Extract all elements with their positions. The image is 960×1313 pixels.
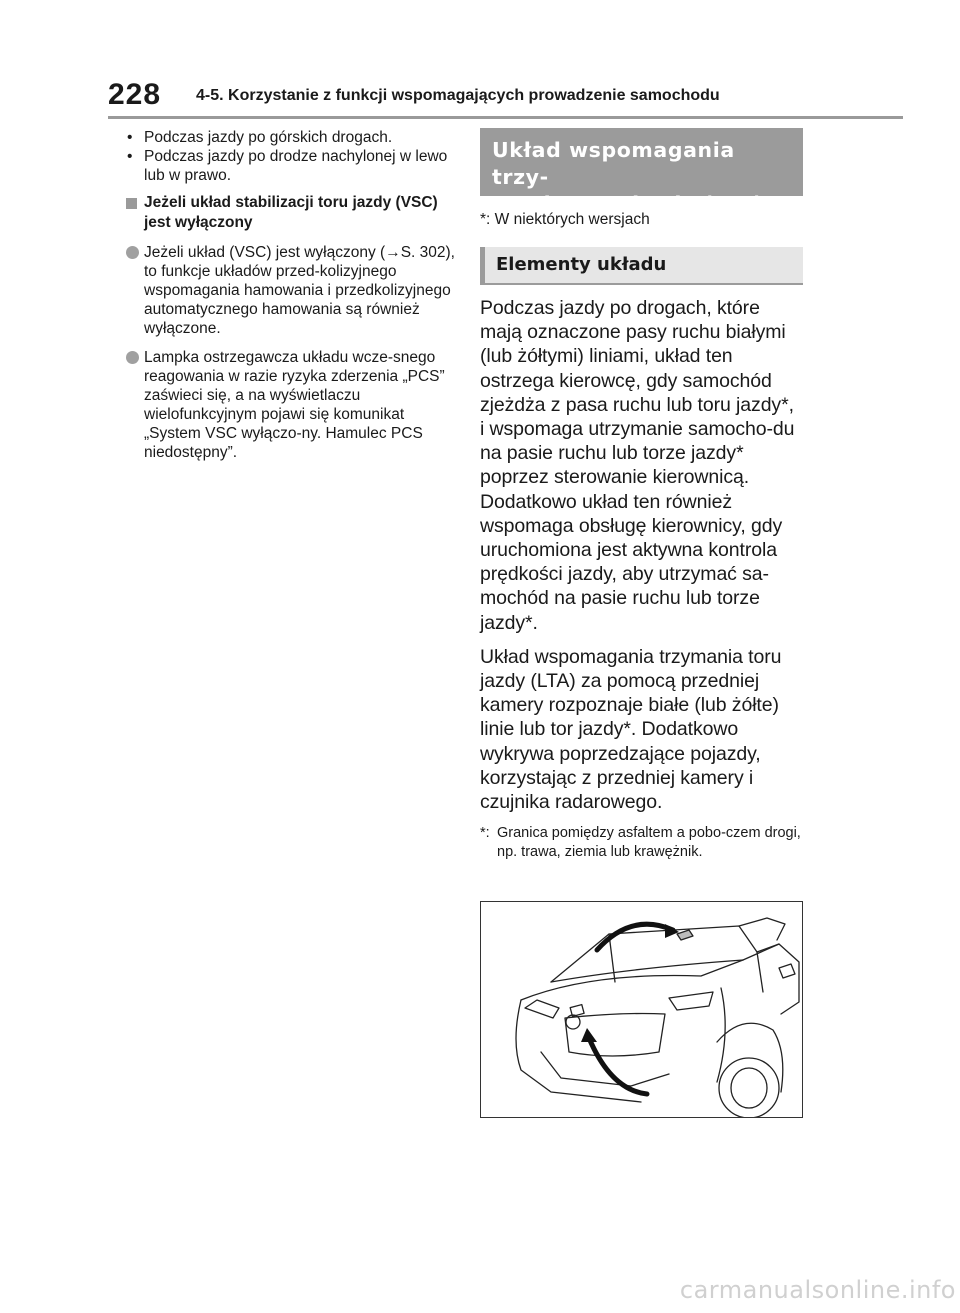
bullet-icon: • (127, 129, 133, 146)
subsection-underline (480, 283, 803, 285)
windshield-outline (551, 926, 757, 982)
section-title-box (480, 128, 803, 216)
subsection-title: Elementy układu (496, 254, 667, 275)
list-item (126, 128, 456, 147)
bullet-text: Podczas jazdy po górskich drogach. (144, 129, 393, 146)
square-icon (126, 198, 137, 209)
radar-sensor (570, 1005, 584, 1017)
list-item (126, 243, 456, 338)
section-heading (126, 193, 456, 233)
footnote (480, 824, 803, 862)
body-paragraph: Układ wspomagania trzymania toru jazdy (LTA) za pomocą przedniej kamery rozpoznaje białe (lub żółte) linie lub tor jazdy*. Dodatkowo wykrywa poprzedzające pojazdy, korzystając z przedniej kamery i czujnika radarowego. (480, 645, 782, 814)
list-item (126, 147, 456, 185)
front-camera (677, 930, 693, 940)
camera-arrow (597, 924, 673, 950)
footnote-mark: *: (480, 825, 490, 842)
headlight-right (669, 992, 713, 1010)
section-title: Układ wspomagania trzy- mania toru jazdy (LTA)* (492, 138, 775, 216)
body-paragraph: Podczas jazdy po drogach, które mają oznaczone pasy ruchu białymi (lub żółtymi) liniami, układ ten ostrzega kierowcę, gdy samochód zjeżdża z pasa ruchu lub toru jazdy*, i wspomaga utrzymanie samocho-du na pasie ruchu lub torze jazdy* poprzez sterowanie kierownicą. Dodatkowo układ ten również wspomaga obsługę kierownicy, gdy uruchomiona jest aktywna kontrola prędkości jazdy, aby utrzymać sa-mochód na pasie ruchu lub torze jazdy*. (480, 297, 795, 634)
radar-arrow (589, 1038, 647, 1094)
right-column (480, 128, 803, 862)
front-wheel (719, 1058, 779, 1118)
item-text: Lampka ostrzegawcza układu wcze-snego reagowania w razie ryzyka zderzenia „PCS” zaświeci się, a na wyświetlaczu wielofunkcyjnym pojawi się komunikat „System VSC wyłączo-ny. Hamulec PCS niedostępny”. (144, 349, 445, 461)
page-number: 228 (108, 78, 162, 111)
car-drawing (481, 902, 803, 1118)
bullet-text: Podczas jazdy po drodze nachylonej w lewo lub w prawo. (144, 148, 448, 184)
list-item (126, 348, 456, 462)
circle-bullet-icon (126, 351, 139, 364)
page-header (108, 78, 903, 118)
section-heading-text: Jeżeli układ stabilizacji toru jazdy (VSC) jest wyłączony (144, 194, 438, 231)
headlight-left (525, 1000, 559, 1018)
circle-bullet-icon (126, 246, 139, 259)
subsection-bar (480, 247, 485, 283)
subsection-heading (480, 247, 803, 283)
version-note: *: W niektórych wersjach (480, 211, 650, 228)
item-text: Jeżeli układ (VSC) jest wyłączony (→S. 302), to funkcje układów przed-kolizyjnego wspomagania hamowania i przedkolizyjnego automatycznego hamowania są również wyłączone. (144, 244, 455, 337)
car-illustration (480, 901, 803, 1118)
left-column (126, 128, 456, 462)
bullet-icon: • (127, 148, 133, 165)
chapter-title: 4-5. Korzystanie z funkcji wspomagających prowadzenie samochodu (196, 87, 720, 104)
header-rule (108, 116, 903, 119)
footnote-text: Granica pomiędzy asfaltem a pobo-czem drogi, np. trawa, ziemia lub krawężnik. (497, 825, 801, 861)
watermark: carmanualsonline.info (679, 1276, 956, 1304)
